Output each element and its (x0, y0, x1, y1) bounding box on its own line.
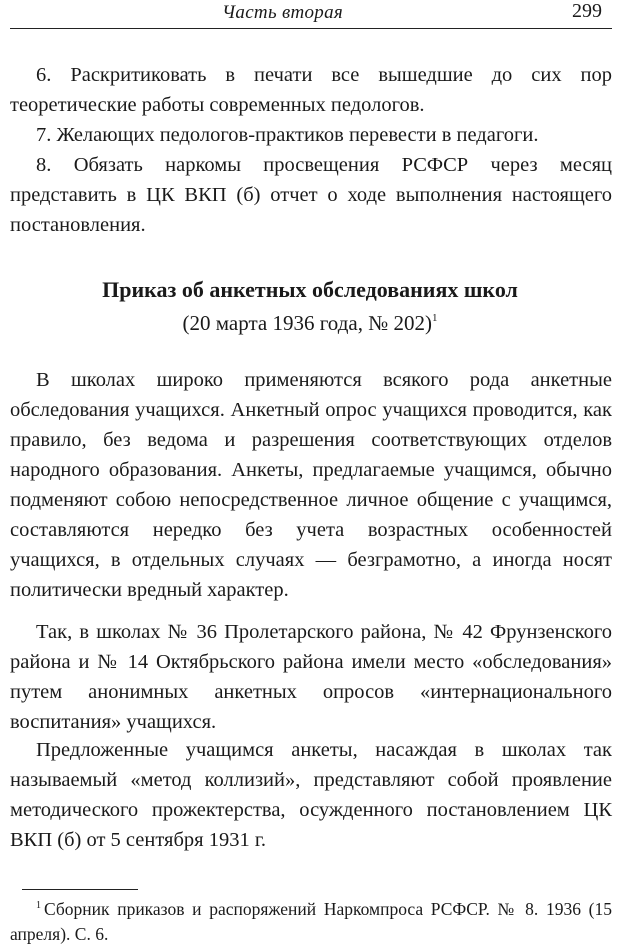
decree-item-7: 7. Желающих педологов-практиков перевести в педагоги. (36, 124, 539, 146)
footnote-mark: 1 (36, 900, 41, 911)
footnote (10, 893, 612, 947)
footnote-rule (22, 889, 138, 890)
running-title: Часть вторая (222, 2, 344, 23)
order-subtitle-text: (20 марта 1936 года, № 202) (182, 311, 432, 335)
order-title: Приказ об анкетных обследованиях школ (102, 277, 518, 302)
order-paragraph-1: В школах широко применяются всякого рода анкетные обследования учащихся. Анкетный опрос учащихся проводится, как правило, без ведома и разрешения соответствующих отделов народного образования. Анкеты, предлагаемые учащимся, обычно подменяют собою непосредственное личное общение с учащимся, составляются нередко без учета возрастных особенностей учащихся, в отдельных случаях — безграмотно, а иногда носят политически вредный характер. (10, 369, 612, 601)
decree-item-6: 6. Раскритиковать в печати все вышедшие до сих пор теоретические работы современных педологов. (10, 64, 612, 116)
order-paragraph-2: Так, в школах № 36 Пролетарского района, № 42 Фрунзенского района и № 14 Октябрьского района имели место «обследования» путем анонимных анкетных опросов «интернационального воспитания» учащихся. (10, 621, 612, 733)
order-subtitle (0, 311, 620, 336)
page-number: 299 (572, 0, 602, 22)
page-header (0, 0, 620, 30)
footnote-reference: 1 (431, 312, 438, 324)
footnote-text: Сборник приказов и распоряжений Наркомпроса РСФСР. № 8. 1936 (15 апреля). С. 6. (10, 899, 612, 944)
header-rule (10, 28, 612, 29)
decree-item-8: 8. Обязать наркомы просвещения РСФСР через месяц представить в ЦК ВКП (б) отчет о ходе выполнения настоящего постановления. (10, 154, 612, 236)
order-paragraph-3: Предложенные учащимся анкеты, насаждая в школах так называемый «метод коллизий», представляют собой проявление методического прожектерства, осужденного постановлением ЦК ВКП (б) от 5 сентября 1931 г. (10, 739, 612, 851)
